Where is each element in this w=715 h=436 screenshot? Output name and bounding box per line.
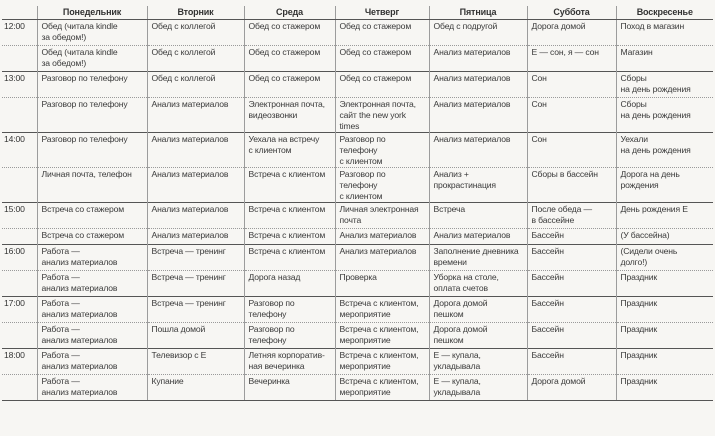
table-row (2, 46, 713, 72)
time-cell: 18:00 (2, 349, 37, 375)
table-row (2, 20, 713, 46)
cell-wednesday: Обед со стажером (244, 46, 335, 72)
time-cell: 16:00 (2, 245, 37, 271)
cell-tuesday: Анализ материалов (147, 203, 244, 229)
cell-saturday: Бассейн (527, 323, 616, 349)
schedule-wrapper (2, 6, 713, 401)
cell-thursday: Анализ материалов (335, 245, 429, 271)
cell-wednesday: Летняя корпоратив- ная вечеринка (244, 349, 335, 375)
cell-friday: Анализ материалов (429, 229, 527, 245)
cell-wednesday: Электронная почта, видеозвонки (244, 98, 335, 133)
cell-friday: Дорога домой пешком (429, 323, 527, 349)
cell-monday: Личная почта, телефон (37, 168, 147, 203)
cell-thursday: Встреча с клиентом, мероприятие (335, 349, 429, 375)
cell-sunday: Магазин (616, 46, 713, 72)
cell-sunday: День рождения Е (616, 203, 713, 229)
time-cell: 17:00 (2, 297, 37, 323)
cell-friday: Встреча (429, 203, 527, 229)
cell-tuesday: Анализ материалов (147, 168, 244, 203)
cell-thursday: Встреча с клиентом, мероприятие (335, 297, 429, 323)
cell-tuesday: Обед с коллегой (147, 46, 244, 72)
cell-monday: Работа — анализ материалов (37, 323, 147, 349)
table-row (2, 271, 713, 297)
table-row (2, 297, 713, 323)
time-cell: 14:00 (2, 133, 37, 168)
table-row (2, 133, 713, 168)
cell-saturday: Бассейн (527, 271, 616, 297)
cell-thursday: Разговор по телефону с клиентом (335, 168, 429, 203)
table-body (2, 20, 713, 401)
cell-tuesday: Обед с коллегой (147, 20, 244, 46)
cell-thursday: Обед со стажером (335, 46, 429, 72)
cell-thursday: Анализ материалов (335, 229, 429, 245)
table-row (2, 98, 713, 133)
cell-saturday: Бассейн (527, 229, 616, 245)
cell-monday: Обед (читала kindle за обедом!) (37, 20, 147, 46)
column-header-saturday: Суббота (527, 6, 616, 20)
time-cell (2, 168, 37, 203)
column-header-friday: Пятница (429, 6, 527, 20)
header-row (2, 6, 713, 20)
cell-friday: Е — купала, укладывала (429, 349, 527, 375)
table-row (2, 203, 713, 229)
cell-friday: Уборка на столе, оплата счетов (429, 271, 527, 297)
time-cell: 15:00 (2, 203, 37, 229)
time-cell (2, 323, 37, 349)
cell-wednesday: Встреча с клиентом (244, 245, 335, 271)
cell-tuesday: Пошла домой (147, 323, 244, 349)
time-cell (2, 46, 37, 72)
cell-saturday: Сборы в бассейн (527, 168, 616, 203)
cell-wednesday: Дорога назад (244, 271, 335, 297)
cell-monday: Работа — анализ материалов (37, 349, 147, 375)
cell-wednesday: Обед со стажером (244, 72, 335, 98)
time-cell (2, 375, 37, 401)
cell-monday: Работа — анализ материалов (37, 245, 147, 271)
time-cell: 13:00 (2, 72, 37, 98)
cell-tuesday: Анализ материалов (147, 133, 244, 168)
time-cell (2, 229, 37, 245)
cell-saturday: Дорога домой (527, 375, 616, 401)
time-cell (2, 98, 37, 133)
cell-tuesday: Анализ материалов (147, 98, 244, 133)
cell-thursday: Встреча с клиентом, мероприятие (335, 375, 429, 401)
cell-thursday: Обед со стажером (335, 20, 429, 46)
cell-saturday: Сон (527, 98, 616, 133)
cell-monday: Обед (читала kindle за обедом!) (37, 46, 147, 72)
cell-thursday: Разговор по телефону с клиентом (335, 133, 429, 168)
cell-saturday: Сон (527, 72, 616, 98)
cell-tuesday: Встреча — тренинг (147, 245, 244, 271)
cell-friday: Анализ материалов (429, 72, 527, 98)
cell-monday: Встреча со стажером (37, 203, 147, 229)
cell-monday: Работа — анализ материалов (37, 297, 147, 323)
cell-tuesday: Купание (147, 375, 244, 401)
cell-monday: Работа — анализ материалов (37, 375, 147, 401)
cell-sunday: (Сидели очень долго!) (616, 245, 713, 271)
cell-thursday: Проверка (335, 271, 429, 297)
cell-wednesday: Вечеринка (244, 375, 335, 401)
cell-tuesday: Анализ материалов (147, 229, 244, 245)
cell-saturday: Сон (527, 133, 616, 168)
cell-friday: Заполнение дневника времени (429, 245, 527, 271)
cell-sunday: Праздник (616, 271, 713, 297)
cell-saturday: Бассейн (527, 297, 616, 323)
cell-tuesday: Телевизор с Е (147, 349, 244, 375)
time-column-header (2, 6, 37, 20)
cell-sunday: Уехали на день рождения (616, 133, 713, 168)
cell-friday: Дорога домой пешком (429, 297, 527, 323)
cell-monday: Разговор по телефону (37, 98, 147, 133)
cell-tuesday: Встреча — тренинг (147, 297, 244, 323)
cell-sunday: Сборы на день рождения (616, 72, 713, 98)
column-header-sunday: Воскресенье (616, 6, 713, 20)
table-row (2, 245, 713, 271)
cell-wednesday: Встреча с клиентом (244, 168, 335, 203)
cell-wednesday: Разговор по телефону (244, 297, 335, 323)
cell-saturday: Бассейн (527, 245, 616, 271)
cell-sunday: Дорога на день рождения (616, 168, 713, 203)
cell-saturday: Е — сон, я — сон (527, 46, 616, 72)
cell-sunday: Праздник (616, 323, 713, 349)
time-cell (2, 271, 37, 297)
column-header-thursday: Четверг (335, 6, 429, 20)
cell-saturday: Бассейн (527, 349, 616, 375)
cell-wednesday: Обед со стажером (244, 20, 335, 46)
cell-wednesday: Уехала на встречу с клиентом (244, 133, 335, 168)
cell-thursday: Обед со стажером (335, 72, 429, 98)
column-header-tuesday: Вторник (147, 6, 244, 20)
table-row (2, 72, 713, 98)
cell-friday: Е — купала, укладывала (429, 375, 527, 401)
time-cell: 12:00 (4, 21, 25, 31)
table-row (2, 323, 713, 349)
cell-saturday: Дорога домой (527, 20, 616, 46)
cell-thursday: Личная электронная почта (335, 203, 429, 229)
cell-friday: Анализ материалов (429, 98, 527, 133)
table-row (2, 375, 713, 401)
cell-wednesday: Встреча с клиентом (244, 229, 335, 245)
cell-thursday: Электронная почта, сайт the new york times (335, 98, 429, 133)
table-row (2, 168, 713, 203)
cell-saturday: После обеда — в бассейне (527, 203, 616, 229)
cell-friday: Обед с подругой (429, 20, 527, 46)
cell-monday: Встреча со стажером (37, 229, 147, 245)
cell-thursday: Встреча с клиентом, мероприятие (335, 323, 429, 349)
cell-sunday: Праздник (616, 297, 713, 323)
cell-sunday: Праздник (616, 349, 713, 375)
cell-monday: Работа — анализ материалов (37, 271, 147, 297)
column-header-monday: Понедельник (37, 6, 147, 20)
cell-sunday: Сборы на день рождения (616, 98, 713, 133)
cell-tuesday: Встреча — тренинг (147, 271, 244, 297)
table-row (2, 349, 713, 375)
cell-monday: Разговор по телефону (37, 72, 147, 98)
table-row (2, 229, 713, 245)
cell-wednesday: Разговор по телефону (244, 323, 335, 349)
cell-friday: Анализ материалов (429, 46, 527, 72)
cell-friday: Анализ материалов (429, 133, 527, 168)
cell-sunday: Праздник (616, 375, 713, 401)
column-header-wednesday: Среда (244, 6, 335, 20)
cell-friday: Анализ + прокрастинация (429, 168, 527, 203)
cell-sunday: Поход в магазин (616, 20, 713, 46)
table-header (2, 6, 713, 20)
cell-wednesday: Встреча с клиентом (244, 203, 335, 229)
cell-sunday: (У бассейна) (616, 229, 713, 245)
weekly-schedule-table (2, 6, 713, 401)
cell-tuesday: Обед с коллегой (147, 72, 244, 98)
cell-monday: Разговор по телефону (37, 133, 147, 168)
